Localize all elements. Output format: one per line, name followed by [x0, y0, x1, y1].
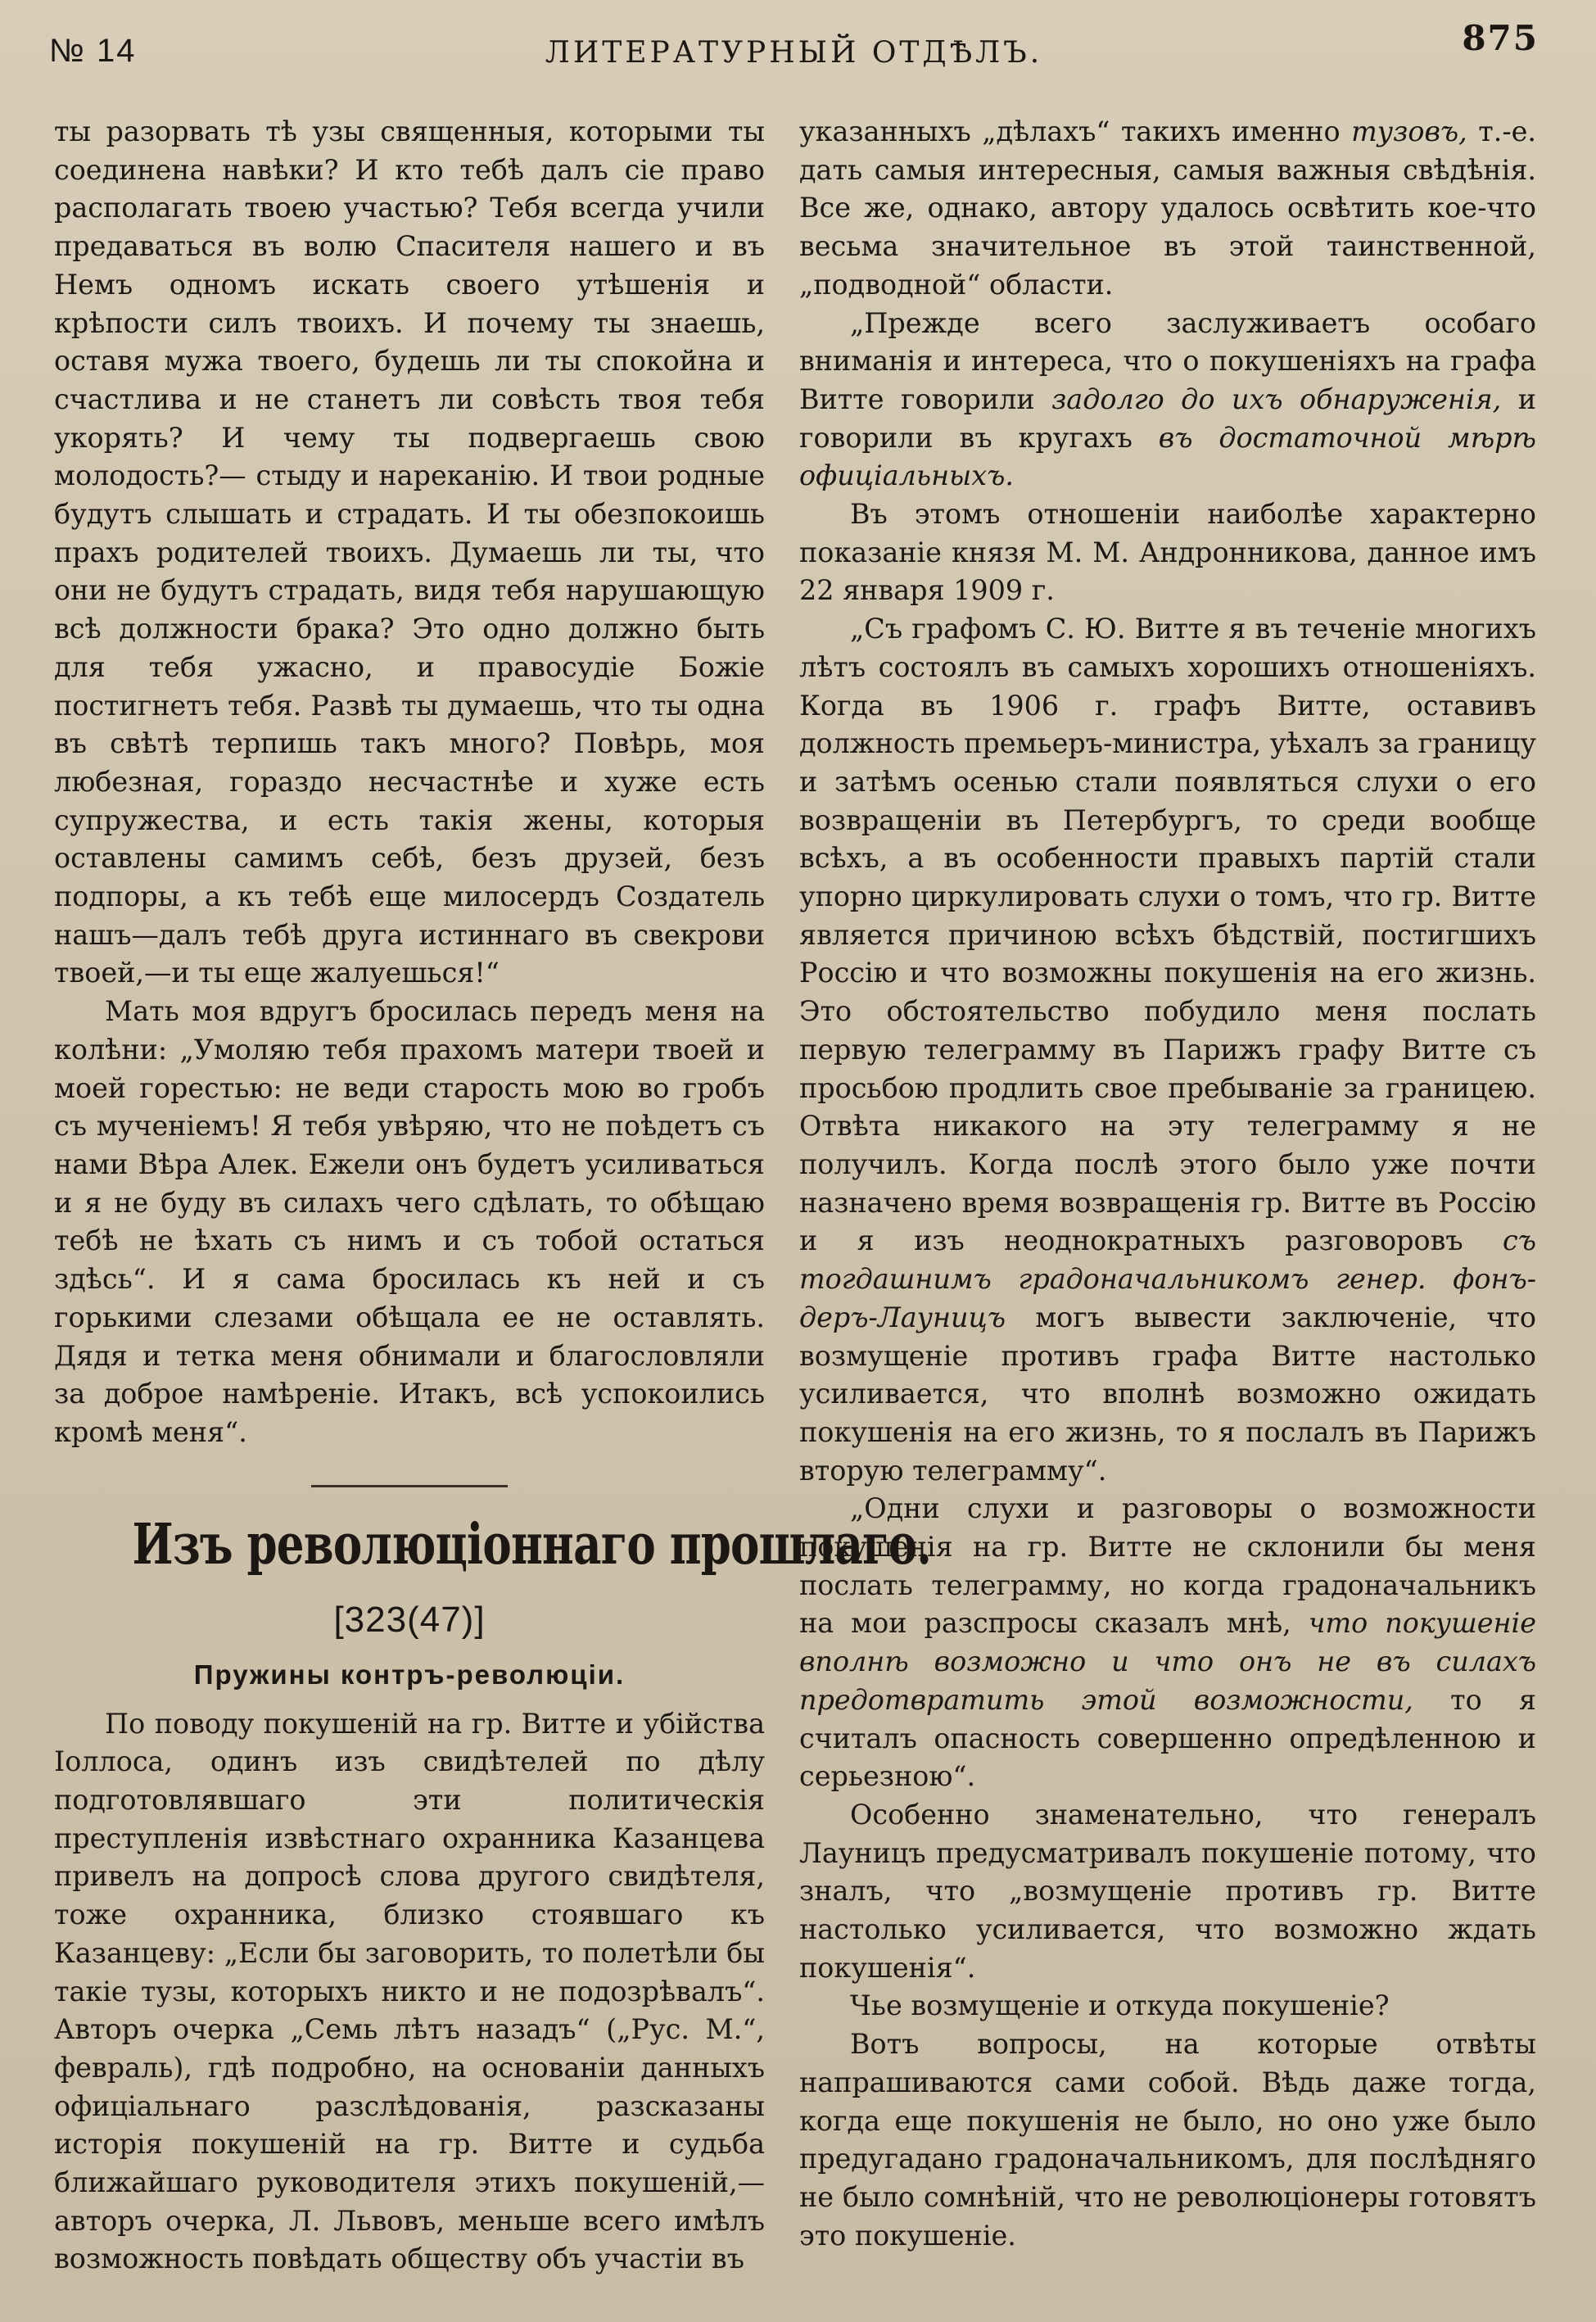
italic-run: тузовъ, [1351, 115, 1467, 147]
italic-run: задолго до ихъ обнаруженiя, [1051, 382, 1502, 415]
paragraph: Вотъ вопросы, на которые отвѣты напрашиваются сами собой. Вѣдь даже тогда, когда еще покушенiя не было, но оно уже было предугадано градоначальникомъ, для послѣдняго не было сомнѣнiй, что не революцiонеры готовятъ это покушенiе. [799, 2028, 1536, 2252]
text-run: указанныхъ „дѣлахъ“ такихъ именно [799, 115, 1352, 147]
article-subtitle: Пружины контръ-революцiи. [193, 1659, 626, 1690]
section-title: Изъ революцiоннаго прошлаго. [132, 1511, 932, 1577]
paragraph: По поводу покушенiй на гр. Витте и убiйства Iоллоса, одинъ изъ свидѣтелей по дѣлу подготовлявшаго эти политическiя преступленiя извѣстнаго охранника Казанцева привелъ на допросѣ слова другого свидѣтеля, тоже охранника, близко стоявшаго къ Казанцеву: „Если бы заговорить, то полетѣли бы такiе тузы, которыхъ никто и не подозрѣвалъ“. Авторъ очерка „Семь лѣтъ назадъ“ („Рус. М.“, февраль), гдѣ подробно, на основанiи данныхъ офицiальнаго разслѣдованiя, разсказаны исторiя покушенiй на гр. Витте и судьба ближайшаго руководителя этихъ покушенiй,—авторъ очерка, Л. Львовъ, меньше всего имѣлъ возможность повѣдать обществу объ участiи въ [54, 1707, 765, 2275]
italic-run: съ тогдашнимъ градоначальникомъ генер. фонъ-деръ-Лауницъ [799, 1224, 1536, 1333]
paragraph [799, 113, 1536, 305]
paragraph: Въ этомъ отношенiи наиболѣе характерно показанiе князя М. М. Андронникова, данное имъ 22 января 1909 г. [799, 498, 1536, 607]
section-divider [311, 1485, 508, 1487]
paragraph: ты разорвать тѣ узы священныя, которыми ты соединена навѣки? И кто тебѣ далъ сiе право располагать твоею участью? Тебя всегда учили предаваться въ волю Спасителя нашего и въ Немъ одномъ искать своего утѣшенiя и крѣпости силъ твоихъ. И почему ты знаешь, оставя мужа твоего, будешь ли ты спокойна и счастлива и не станетъ ли совѣсть твоя тебя укорять? И чему ты подвергаешь свою молодость?— стыду и нареканiю. И твои родные будутъ слышать и страдать. И ты обезпокоишь прахъ родителей твоихъ. Думаешь ли ты, что они не будутъ страдать, видя тебя нарушающую всѣ должности брака? Это одно должно быть для тебя ужасно, и правосудiе Божiе постигнетъ тебя. Развѣ ты думаешь, что ты одна въ свѣтѣ терпишь такъ много? Повѣрь, моя любезная, гораздо несчастнѣе и хуже есть супружества, и есть такiя жены, которыя оставлены самимъ себѣ, безъ друзей, безъ подпоры, а къ тебѣ еще милосердъ Создатель нашъ—далъ тебѣ друга истиннаго въ свекрови твоей,—и ты еще жалуешься!“ [54, 115, 765, 989]
text-run: могъ вывести заключенiе, что возмущенiе противъ графа Витте настолько усиливается, что вполнѣ возможно ожидать покушенiя на его жизнь, то я послалъ въ Парижъ вторую телеграмму“. [799, 1301, 1536, 1487]
document-number: [323(47)] [333, 1599, 486, 1640]
text-run: то я считалъ опасность совершенно опредѣленною и серьезною“. [799, 1683, 1536, 1793]
right-column [799, 113, 1536, 2255]
paragraph: Чье возмущенiе и откуда покушенiе? [850, 1989, 1390, 2022]
text-run: „Прежде всего заслуживаетъ особаго вниманiя и интереса, что о покушенiяхъ на графа Витте говорили [799, 306, 1536, 415]
section-heading: ЛИТЕРАТУРНЫЙ ОТДѢЛЪ. [545, 36, 1043, 70]
text-run: „Одни слухи и разговоры о возможности покушенiя на гр. Витте не склонили бы меня послать телеграмму, но когда градоначальникъ на мои разспросы сказалъ мнѣ, [799, 1492, 1536, 1640]
paragraph [799, 610, 1536, 1490]
issue-number: № 14 [49, 33, 137, 69]
page-number: 875 [1462, 18, 1539, 58]
text-run: и говорили въ кругахъ [799, 382, 1537, 454]
italic-run: что покушенiе вполнѣ возможно и что онъ не въ силахъ предотвратить этой возможности, [799, 1607, 1536, 1716]
paragraph [799, 1490, 1536, 1796]
left-column [54, 113, 932, 2279]
text-run: „Съ графомъ С. Ю. Витте я въ теченiе многихъ лѣтъ состоялъ въ самыхъ хорошихъ отношенiяхъ. Когда въ 1906 г. графъ Витте, оставивъ должность премьеръ-министра, уѣхалъ за границу и затѣмъ осенью стали появляться слухи о его возвращенiи въ Петербургъ, то среди вообще всѣхъ, а въ особенности правыхъ партiй стали упорно циркулировать слухи о томъ, что гр. Витте является причиною всѣхъ бѣдствiй, постигшихъ Россiю и что возможны покушенiя на его жизнь. Это обстоятельство побудило меня послать первую телеграмму въ Парижъ графу Витте съ просьбою продлить свое пребыванiе за границею. Отвѣта никакого на эту телеграмму я не получилъ. Когда послѣ этого было уже почти назначено время возвращенiя гр. Витте въ Россiю и я изъ неоднократныхъ разговоровъ [799, 613, 1536, 1257]
paragraph: Особенно знаменательно, что генералъ Лауницъ предусматривалъ покушенiе потому, что зналъ, что „возмущенiе противъ гр. Витте настолько усиливается, что возможно ждать покушенiя“. [799, 1798, 1536, 1984]
italic-run: въ достаточной мѣрѣ офицiальныхъ. [799, 421, 1536, 492]
running-header [49, 18, 1539, 75]
text-run: т.-е. дать самыя интересныя, самыя важныя свѣдѣнiя. Все же, однако, автору удалось освѣтить кое-что весьма значительное въ этой таинственной, „подводной“ области. [799, 115, 1536, 301]
paragraph [799, 305, 1536, 496]
paragraph: Мать моя вдругъ бросилась передъ меня на колѣни: „Умоляю тебя прахомъ матери твоей и моей горестью: не веди старость мою во гробъ съ мученiемъ! Я тебя увѣряю, что не поѣдетъ съ нами Вѣра Алек. Ежели онъ будетъ усиливаться и я не буду въ силахъ чего сдѣлать, то обѣщаю тебѣ не ѣхать съ нимъ и съ тобой остаться здѣсь“. И я сама бросилась къ ней и съ горькими слезами обѣщала ее не оставлять. Дядя и тетка меня обнимали и благословляли за доброе намѣренiе. Итакъ, всѣ успокоились кромѣ меня“. [54, 995, 765, 1448]
